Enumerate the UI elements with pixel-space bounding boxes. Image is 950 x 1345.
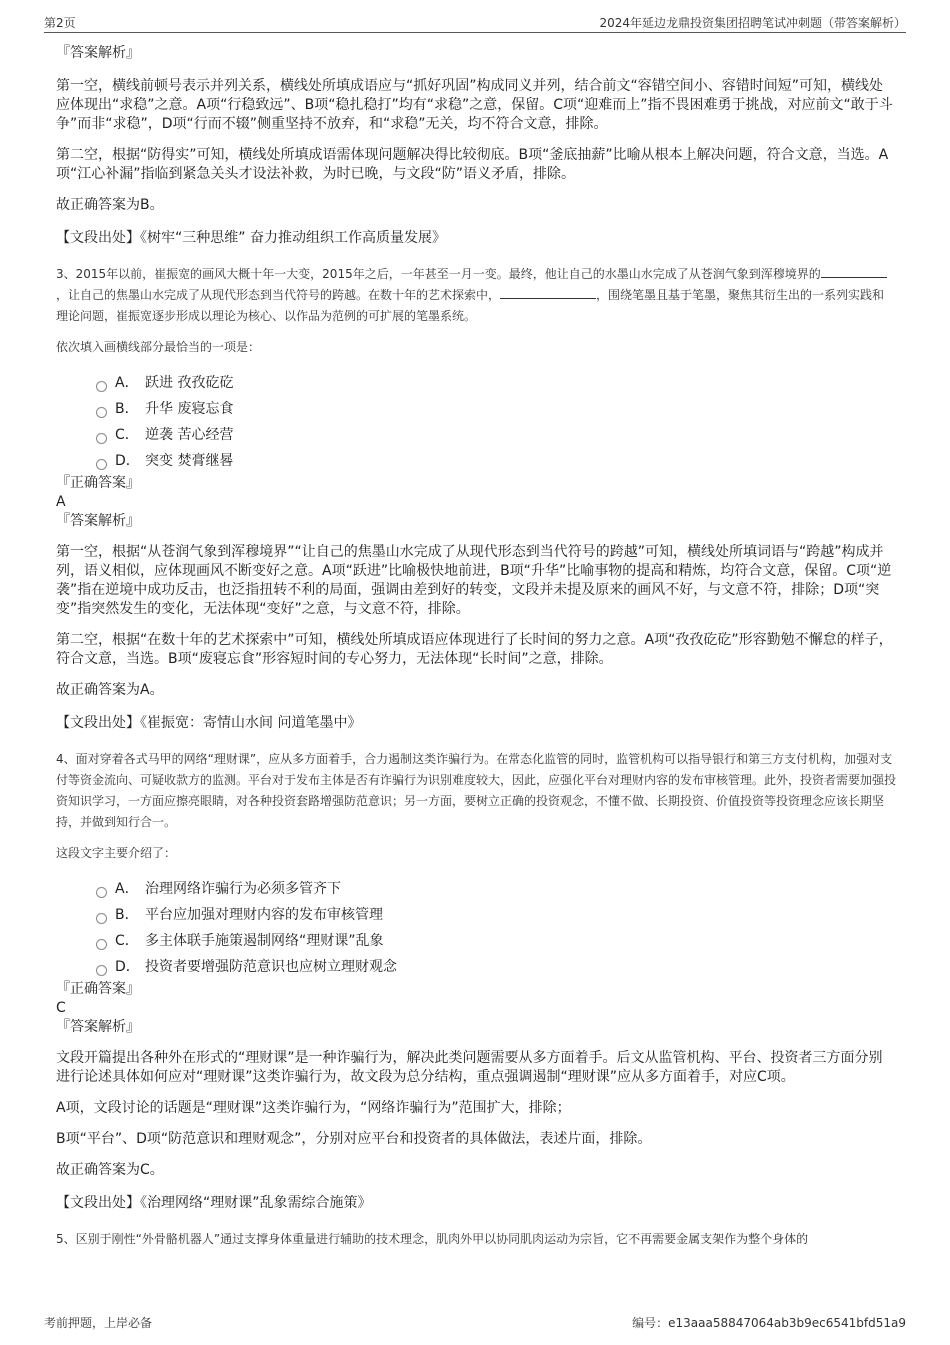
option-list <box>96 370 896 474</box>
answer-conclusion: 故正确答案为A。 <box>56 682 164 698</box>
radio-icon[interactable] <box>96 913 107 924</box>
radio-icon[interactable] <box>96 965 107 976</box>
radio-icon[interactable] <box>96 407 107 418</box>
source-citation: 【文段出处】《崔振宽：寄情山水间 问道笔墨中》 <box>56 715 362 731</box>
footer-slogan: 考前押题，上岸必备 <box>44 1316 153 1330</box>
option-a[interactable]: A． 治理网络诈骗行为必须多管齐下 <box>96 876 896 902</box>
document-title: 2024年延边龙鼎投资集团招聘笔试冲刺题（带答案解析） <box>599 16 906 30</box>
answer-value: A <box>56 494 66 510</box>
question-prompt: 依次填入画横线部分最恰当的一项是： <box>56 340 261 354</box>
question-stem: 4、面对穿着各式马甲的网络“理财课”，应从多方面着手，合力遏制这类诈骗行为。在常态化监管的同时，监管机构可以指导银行和第三方支付机构，加强对支付等资金流向、可疑收款方的监测。平台对于发布主体是否有诈骗行为识别难度较大，因此，应强化平台对理财内容的发布审核管理。此外，投资者需要加强投资知识学习，一方面应擦亮眼睛，对各种投资套路增强防范意识；另一方面，要树立正确的投资观念，不懂不做、长期投资、价值投资等投资理念应该长期坚持，并做到知行合一。 <box>56 752 896 829</box>
question-stem: 5、区别于刚性“外骨骼机器人”通过支撑身体重量进行辅助的技术理念，肌肉外甲以协同肌肉运动为宗旨，它不再需要金属支架作为整个身体的 <box>56 1232 809 1246</box>
fill-blank <box>500 286 596 299</box>
source-citation: 【文段出处】《树牢“三种思维” 奋力推动组织工作高质量发展》 <box>56 230 446 246</box>
answer-value: C <box>56 1000 66 1016</box>
page-number: 第2页 <box>44 16 76 30</box>
question-stem: 3、2015年以前，崔振宽的画风大概十年一大变，2015年之后，一年甚至一月一变。最终，他让自己的水墨山水完成了从苍润气象到浑穆境界的，让自己的焦墨山水完成了从现代形态到当代符号的跨越。在数十年的艺术探索中， ，围绕笔墨且基于笔墨，聚焦其衍生出的一系列实践和理论问题，崔振宽逐步形成以理论为核心、以作品为范例的可扩展的笔墨系统。 <box>56 264 896 327</box>
analysis-paragraph: 第二空，根据“在数十年的艺术探索中”可知，横线处所填成语应体现进行了长时间的努力之意。A项“孜孜矻矻”形容勤勉不懈怠的样子，符合文意，当选。B项“废寝忘食”形容短时间的专心努力，无法体现“长时间”之意，排除。 <box>56 632 893 667</box>
analysis-paragraph: 第一空，横线前顿号表示并列关系，横线处所填成语应与“抓好巩固”构成同义并列，结合前文“容错空间小、容错时间短”可知，横线处应体现出“求稳”之意。A项“行稳致远”、B项“稳扎稳打”均有“求稳”之意，保留。C项“迎难而上”指不畏困难勇于挑战，对应前文“敢于斗争”而非“求稳”，D项“行而不辍”侧重坚持不放弃，和“求稳”无关，均不符合文意，排除。 <box>56 78 893 132</box>
analysis-paragraph: 第一空，根据“从苍润气象到浑穆境界”“让自己的焦墨山水完成了从现代形态到当代符号的跨越”可知，横线处所填词语与“跨越”构成并列，语义相似，应体现画风不断变好之意。A项“跃进”比喻极快地前进，B项“升华”比喻事物的提高和精炼，均符合文意，保留。C项“逆袭”指在逆境中成功反击，也泛指扭转不利的局面，强调由差到好的转变，文段并未提及原来的画风不好，与文意不符，排除；D项“突变”指突然发生的变化，无法体现“变好”之意，与文意不符，排除。 <box>56 544 892 617</box>
answer-label: 『正确答案』 <box>56 981 140 997</box>
option-a[interactable]: A． 跃进 孜孜矻矻 <box>96 370 896 396</box>
analysis-label: 『答案解析』 <box>56 45 140 61</box>
analysis-paragraph: B项“平台”、D项“防范意识和理财观念”，分别对应平台和投资者的具体做法，表述片面，排除。 <box>56 1131 652 1147</box>
answer-label: 『正确答案』 <box>56 475 140 491</box>
radio-icon[interactable] <box>96 887 107 898</box>
option-d[interactable]: D． 投资者要增强防范意识也应树立理财观念 <box>96 954 896 980</box>
analysis-label: 『答案解析』 <box>56 513 140 529</box>
radio-icon[interactable] <box>96 939 107 950</box>
document-id: 编号：e13aaa58847064ab3b9ec6541bfd51a9 <box>632 1316 906 1330</box>
option-list <box>96 876 896 980</box>
analysis-paragraph: 第二空，根据“防得实”可知，横线处所填成语需体现问题解决得比较彻底。B项“釜底抽薪”比喻从根本上解决问题，符合文意，当选。A项“江心补漏”指临到紧急关头才设法补救，为时已晚，与文段“防”语义矛盾，排除。 <box>56 147 889 182</box>
radio-icon[interactable] <box>96 433 107 444</box>
analysis-paragraph: A项，文段讨论的话题是“理财课”这类诈骗行为，“网络诈骗行为”范围扩大，排除； <box>56 1100 571 1116</box>
answer-conclusion: 故正确答案为C。 <box>56 1162 164 1178</box>
page-header <box>44 14 906 33</box>
option-b[interactable]: B． 升华 废寝忘食 <box>96 396 896 422</box>
option-b[interactable]: B． 平台应加强对理财内容的发布审核管理 <box>96 902 896 928</box>
source-citation: 【文段出处】《治理网络“理财课”乱象需综合施策》 <box>56 1195 372 1211</box>
analysis-paragraph: 文段开篇提出各种外在形式的“理财课”是一种诈骗行为，解决此类问题需要从多方面着手。后文从监管机构、平台、投资者三方面分别进行论述具体如何应对“理财课”这类诈骗行为，故文段为总分结构，重点强调遏制“理财课”应从多方面着手，对应C项。 <box>56 1050 883 1085</box>
radio-icon[interactable] <box>96 459 107 470</box>
question-prompt: 这段文字主要介绍了： <box>56 846 177 860</box>
fill-blank <box>821 265 887 278</box>
page-content <box>56 44 896 1297</box>
answer-conclusion: 故正确答案为B。 <box>56 197 164 213</box>
option-c[interactable]: C． 多主体联手施策遏制网络“理财课”乱象 <box>96 928 896 954</box>
option-d[interactable]: D． 突变 焚膏继晷 <box>96 448 896 474</box>
radio-icon[interactable] <box>96 381 107 392</box>
analysis-label: 『答案解析』 <box>56 1019 140 1035</box>
option-c[interactable]: C． 逆袭 苦心经营 <box>96 422 896 448</box>
